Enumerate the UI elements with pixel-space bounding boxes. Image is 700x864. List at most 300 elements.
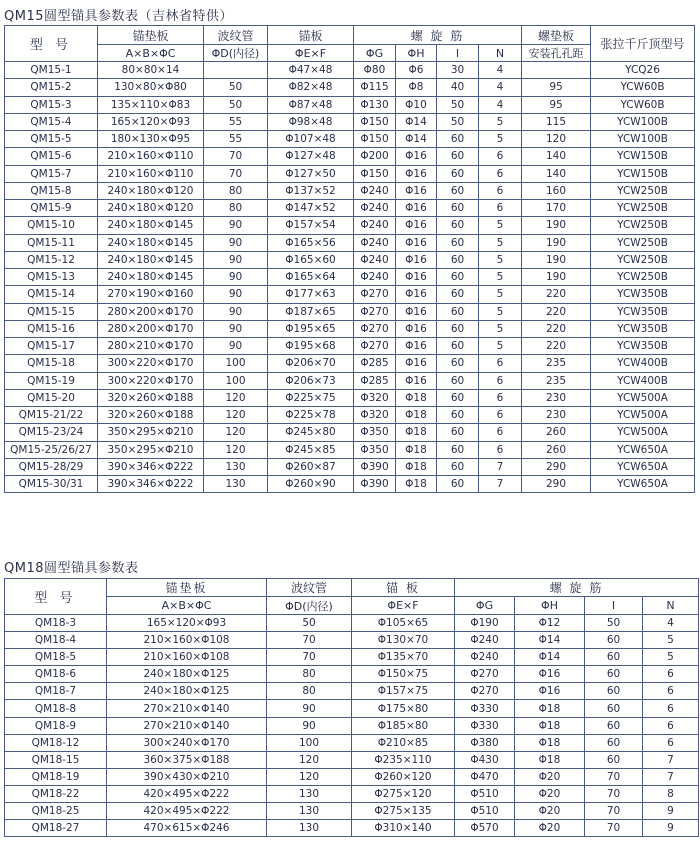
pad-dim-cell: 320×260×Φ188 — [98, 389, 204, 406]
n-cell: 4 — [479, 79, 522, 96]
i-cell: 50 — [585, 615, 643, 632]
model-cell: QM15-14 — [5, 286, 98, 303]
model-cell: QM18-8 — [5, 700, 107, 717]
model-cell: QM15-13 — [5, 269, 98, 286]
model-cell: QM15-30/31 — [5, 476, 98, 493]
i-cell: 40 — [437, 79, 479, 96]
jack-model-cell: YCW500A — [591, 389, 695, 406]
table-row — [5, 785, 699, 802]
g-cell: Φ390 — [354, 458, 396, 475]
n-cell: 5 — [643, 632, 699, 649]
jack-model-cell: YCW400B — [591, 355, 695, 372]
h-cell: Φ18 — [515, 717, 585, 734]
duct-cell: 130 — [204, 476, 268, 493]
model-cell: QM15-1 — [5, 62, 98, 79]
bolt-spacing-cell: 235 — [522, 355, 591, 372]
header-h: ΦH — [396, 45, 437, 62]
pad-dim-cell: 300×220×Φ170 — [98, 355, 204, 372]
header-model: 型 号 — [5, 26, 98, 62]
plate-dim-cell: Φ245×85 — [268, 441, 354, 458]
bolt-spacing-cell: 190 — [522, 251, 591, 268]
model-cell: QM15-7 — [5, 165, 98, 182]
bolt-spacing-cell: 160 — [522, 182, 591, 199]
table-row — [5, 441, 695, 458]
g-cell: Φ320 — [354, 389, 396, 406]
h-cell: Φ18 — [396, 458, 437, 475]
plate-dim-cell: Φ195×68 — [268, 338, 354, 355]
model-cell: QM18-27 — [5, 820, 107, 837]
i-cell: 60 — [437, 148, 479, 165]
plate-dim-cell: Φ127×50 — [268, 165, 354, 182]
g-cell: Φ380 — [455, 734, 515, 751]
table-row — [5, 615, 699, 632]
model-cell: QM15-23/24 — [5, 424, 98, 441]
jack-model-cell: YCW350B — [591, 303, 695, 320]
duct-cell: 50 — [204, 79, 268, 96]
i-cell: 60 — [437, 251, 479, 268]
i-cell: 60 — [585, 734, 643, 751]
g-cell: Φ200 — [354, 148, 396, 165]
h-cell: Φ18 — [396, 389, 437, 406]
jack-model-cell: YCW250B — [591, 251, 695, 268]
pad-dim-cell: 300×240×Φ170 — [107, 734, 267, 751]
i-cell: 60 — [437, 355, 479, 372]
duct-cell: 100 — [267, 734, 352, 751]
i-cell: 60 — [437, 200, 479, 217]
model-cell: QM15-9 — [5, 200, 98, 217]
header-plate: 锚 板 — [352, 579, 455, 597]
duct-cell: 130 — [267, 820, 352, 837]
pad-dim-cell: 80×80×14 — [98, 62, 204, 79]
n-cell: 6 — [643, 666, 699, 683]
pad-dim-cell: 320×260×Φ188 — [98, 407, 204, 424]
pad-dim-cell: 165×120×Φ93 — [98, 113, 204, 130]
model-cell: QM18-15 — [5, 751, 107, 768]
n-cell: 6 — [479, 424, 522, 441]
table-row — [5, 182, 695, 199]
table-row — [5, 217, 695, 234]
bolt-spacing-cell: 115 — [522, 113, 591, 130]
header-duct: 波纹管 — [267, 579, 352, 597]
model-cell: QM15-5 — [5, 131, 98, 148]
header-jack: 张拉千斤顶型号 — [591, 26, 695, 62]
n-cell: 4 — [479, 96, 522, 113]
header-i: I — [585, 597, 643, 615]
g-cell: Φ270 — [455, 666, 515, 683]
i-cell: 60 — [585, 649, 643, 666]
duct-cell: 120 — [267, 751, 352, 768]
plate-dim-cell: Φ107×48 — [268, 131, 354, 148]
pad-dim-cell: 270×210×Φ140 — [107, 700, 267, 717]
model-cell: QM18-4 — [5, 632, 107, 649]
table-row — [5, 269, 695, 286]
plate-dim-cell: Φ105×65 — [352, 615, 455, 632]
i-cell: 60 — [437, 320, 479, 337]
pad-dim-cell: 390×430×Φ210 — [107, 768, 267, 785]
duct-cell: 70 — [267, 649, 352, 666]
n-cell: 5 — [479, 286, 522, 303]
pad-dim-cell: 390×346×Φ222 — [98, 458, 204, 475]
duct-cell: 80 — [267, 666, 352, 683]
duct-cell: 120 — [204, 407, 268, 424]
pad-dim-cell: 240×180×Φ120 — [98, 200, 204, 217]
plate-dim-cell: Φ157×75 — [352, 683, 455, 700]
g-cell: Φ350 — [354, 424, 396, 441]
header-n: N — [643, 597, 699, 615]
duct-cell: 90 — [267, 700, 352, 717]
model-cell: QM15-3 — [5, 96, 98, 113]
g-cell: Φ270 — [354, 320, 396, 337]
i-cell: 60 — [437, 182, 479, 199]
table-row — [5, 251, 695, 268]
n-cell: 5 — [479, 320, 522, 337]
table-row — [5, 303, 695, 320]
duct-cell: 90 — [204, 217, 268, 234]
duct-cell: 120 — [204, 424, 268, 441]
duct-cell: 80 — [204, 200, 268, 217]
g-cell: Φ80 — [354, 62, 396, 79]
i-cell: 70 — [585, 785, 643, 802]
jack-model-cell: YCW150B — [591, 165, 695, 182]
h-cell: Φ16 — [396, 338, 437, 355]
model-cell: QM15-15 — [5, 303, 98, 320]
header-plate-sub: ΦE×F — [352, 597, 455, 615]
header-g: ΦG — [354, 45, 396, 62]
header-duct-sub: ΦD(内径) — [204, 45, 268, 62]
table-row — [5, 407, 695, 424]
table-row — [5, 803, 699, 820]
model-cell: QM18-5 — [5, 649, 107, 666]
plate-dim-cell: Φ206×70 — [268, 355, 354, 372]
h-cell: Φ16 — [396, 251, 437, 268]
h-cell: Φ20 — [515, 768, 585, 785]
pad-dim-cell: 240×180×Φ145 — [98, 269, 204, 286]
bolt-spacing-cell: 120 — [522, 131, 591, 148]
bolt-spacing-cell: 220 — [522, 320, 591, 337]
table-row — [5, 666, 699, 683]
duct-cell: 130 — [204, 458, 268, 475]
model-cell: QM15-16 — [5, 320, 98, 337]
n-cell: 5 — [479, 251, 522, 268]
i-cell: 60 — [585, 666, 643, 683]
g-cell: Φ270 — [354, 303, 396, 320]
jack-model-cell: YCW250B — [591, 217, 695, 234]
duct-cell: 100 — [204, 355, 268, 372]
h-cell: Φ14 — [515, 632, 585, 649]
table-row — [5, 768, 699, 785]
jack-model-cell: YCW100B — [591, 113, 695, 130]
table-row — [5, 649, 699, 666]
model-cell: QM18-22 — [5, 785, 107, 802]
table-row — [5, 113, 695, 130]
model-cell: QM15-4 — [5, 113, 98, 130]
h-cell: Φ8 — [396, 79, 437, 96]
h-cell: Φ20 — [515, 803, 585, 820]
g-cell: Φ150 — [354, 165, 396, 182]
h-cell: Φ14 — [396, 131, 437, 148]
model-cell: QM15-20 — [5, 389, 98, 406]
model-cell: QM18-12 — [5, 734, 107, 751]
g-cell: Φ570 — [455, 820, 515, 837]
model-cell: QM15-18 — [5, 355, 98, 372]
bolt-spacing-cell: 220 — [522, 303, 591, 320]
pad-dim-cell: 210×160×Φ110 — [98, 165, 204, 182]
n-cell: 6 — [479, 372, 522, 389]
pad-dim-cell: 300×220×Φ170 — [98, 372, 204, 389]
plate-dim-cell: Φ82×48 — [268, 79, 354, 96]
g-cell: Φ330 — [455, 717, 515, 734]
h-cell: Φ18 — [396, 407, 437, 424]
duct-cell: 90 — [267, 717, 352, 734]
n-cell: 6 — [479, 182, 522, 199]
bolt-spacing-cell: 95 — [522, 96, 591, 113]
i-cell: 70 — [585, 803, 643, 820]
duct-cell — [204, 62, 268, 79]
bolt-spacing-cell: 260 — [522, 441, 591, 458]
i-cell: 60 — [585, 717, 643, 734]
n-cell: 6 — [643, 717, 699, 734]
table-row — [5, 734, 699, 751]
table-row — [5, 424, 695, 441]
g-cell: Φ510 — [455, 785, 515, 802]
g-cell: Φ320 — [354, 407, 396, 424]
jack-model-cell: YCW350B — [591, 338, 695, 355]
g-cell: Φ150 — [354, 131, 396, 148]
table-row — [5, 96, 695, 113]
duct-cell: 70 — [204, 165, 268, 182]
pad-dim-cell: 420×495×Φ222 — [107, 803, 267, 820]
g-cell: Φ240 — [354, 182, 396, 199]
g-cell: Φ115 — [354, 79, 396, 96]
g-cell: Φ240 — [455, 649, 515, 666]
model-cell: QM18-9 — [5, 717, 107, 734]
header-model: 型 号 — [5, 579, 107, 615]
g-cell: Φ240 — [354, 251, 396, 268]
n-cell: 7 — [479, 458, 522, 475]
i-cell: 60 — [437, 131, 479, 148]
table-row — [5, 476, 695, 493]
i-cell: 60 — [437, 441, 479, 458]
h-cell: Φ16 — [396, 320, 437, 337]
jack-model-cell: YCW250B — [591, 269, 695, 286]
i-cell: 60 — [585, 683, 643, 700]
plate-dim-cell: Φ98×48 — [268, 113, 354, 130]
i-cell: 60 — [437, 407, 479, 424]
h-cell: Φ18 — [396, 476, 437, 493]
plate-dim-cell: Φ177×63 — [268, 286, 354, 303]
jack-model-cell: YCW400B — [591, 372, 695, 389]
h-cell: Φ16 — [396, 148, 437, 165]
plate-dim-cell: Φ135×70 — [352, 649, 455, 666]
bolt-spacing-cell: 230 — [522, 389, 591, 406]
pad-dim-cell: 210×160×Φ108 — [107, 649, 267, 666]
header-pad-sub: A×B×ΦC — [107, 597, 267, 615]
h-cell: Φ18 — [396, 441, 437, 458]
g-cell: Φ510 — [455, 803, 515, 820]
pad-dim-cell: 280×200×Φ170 — [98, 320, 204, 337]
h-cell: Φ16 — [396, 165, 437, 182]
table1-title: QM15圆型锚具参数表（吉林省特供） — [4, 9, 233, 24]
g-cell: Φ190 — [455, 615, 515, 632]
plate-dim-cell: Φ275×120 — [352, 785, 455, 802]
model-cell: QM15-21/22 — [5, 407, 98, 424]
table-row — [5, 820, 699, 837]
plate-dim-cell: Φ157×54 — [268, 217, 354, 234]
header-g: ΦG — [455, 597, 515, 615]
model-cell: QM15-6 — [5, 148, 98, 165]
h-cell: Φ16 — [515, 683, 585, 700]
n-cell: 9 — [643, 803, 699, 820]
g-cell: Φ470 — [455, 768, 515, 785]
i-cell: 50 — [437, 113, 479, 130]
duct-cell: 55 — [204, 131, 268, 148]
jack-model-cell: YCQ26 — [591, 62, 695, 79]
model-cell: QM15-19 — [5, 372, 98, 389]
table-row — [5, 338, 695, 355]
pad-dim-cell: 240×180×Φ145 — [98, 217, 204, 234]
n-cell: 9 — [643, 820, 699, 837]
h-cell: Φ16 — [396, 234, 437, 251]
n-cell: 5 — [479, 338, 522, 355]
header-bolt-sub: 安装孔孔距 — [522, 45, 591, 62]
qm15-parameter-table — [4, 25, 695, 493]
g-cell: Φ390 — [354, 476, 396, 493]
n-cell: 6 — [643, 700, 699, 717]
header-duct-sub: ΦD(内径) — [267, 597, 352, 615]
model-cell: QM15-8 — [5, 182, 98, 199]
n-cell: 5 — [479, 113, 522, 130]
plate-dim-cell: Φ137×52 — [268, 182, 354, 199]
pad-dim-cell: 240×180×Φ125 — [107, 683, 267, 700]
table-row — [5, 751, 699, 768]
jack-model-cell: YCW350B — [591, 286, 695, 303]
duct-cell: 50 — [267, 615, 352, 632]
i-cell: 60 — [437, 234, 479, 251]
pad-dim-cell: 360×375×Φ188 — [107, 751, 267, 768]
n-cell: 4 — [643, 615, 699, 632]
h-cell: Φ20 — [515, 785, 585, 802]
i-cell: 60 — [437, 424, 479, 441]
pad-dim-cell: 180×130×Φ95 — [98, 131, 204, 148]
h-cell: Φ16 — [396, 200, 437, 217]
table2-title: QM18圆型锚具参数表 — [4, 561, 139, 576]
header-pad: 锚垫板 — [107, 579, 267, 597]
table-row — [5, 683, 699, 700]
table-row — [5, 79, 695, 96]
plate-dim-cell: Φ165×56 — [268, 234, 354, 251]
model-cell: QM18-25 — [5, 803, 107, 820]
n-cell: 5 — [479, 234, 522, 251]
n-cell: 8 — [643, 785, 699, 802]
h-cell: Φ16 — [515, 666, 585, 683]
n-cell: 5 — [479, 269, 522, 286]
header-h: ΦH — [515, 597, 585, 615]
header-i: I — [437, 45, 479, 62]
duct-cell: 90 — [204, 320, 268, 337]
model-cell: QM15-10 — [5, 217, 98, 234]
h-cell: Φ16 — [396, 269, 437, 286]
h-cell: Φ16 — [396, 355, 437, 372]
jack-model-cell: YCW500A — [591, 407, 695, 424]
h-cell: Φ18 — [515, 734, 585, 751]
table-row — [5, 320, 695, 337]
table-row — [5, 389, 695, 406]
table-row — [5, 234, 695, 251]
plate-dim-cell: Φ260×90 — [268, 476, 354, 493]
header-spiral: 螺 旋 筋 — [455, 579, 699, 597]
table-row — [5, 131, 695, 148]
pad-dim-cell: 165×120×Φ93 — [107, 615, 267, 632]
plate-dim-cell: Φ187×65 — [268, 303, 354, 320]
plate-dim-cell: Φ127×48 — [268, 148, 354, 165]
g-cell: Φ240 — [354, 200, 396, 217]
h-cell: Φ14 — [396, 113, 437, 130]
model-cell: QM18-7 — [5, 683, 107, 700]
jack-model-cell: YCW650A — [591, 476, 695, 493]
pad-dim-cell: 350×295×Φ210 — [98, 424, 204, 441]
header-plate: 锚板 — [268, 26, 354, 45]
i-cell: 70 — [585, 820, 643, 837]
h-cell: Φ16 — [396, 303, 437, 320]
n-cell: 4 — [479, 62, 522, 79]
header-bolt: 螺垫板 — [522, 26, 591, 45]
h-cell: Φ16 — [396, 372, 437, 389]
n-cell: 5 — [479, 303, 522, 320]
plate-dim-cell: Φ47×48 — [268, 62, 354, 79]
table-row — [5, 165, 695, 182]
h-cell: Φ16 — [396, 217, 437, 234]
pad-dim-cell: 130×80×Φ80 — [98, 79, 204, 96]
pad-dim-cell: 280×200×Φ170 — [98, 303, 204, 320]
g-cell: Φ270 — [354, 286, 396, 303]
table-row — [5, 355, 695, 372]
bolt-spacing-cell: 290 — [522, 476, 591, 493]
duct-cell: 120 — [267, 768, 352, 785]
i-cell: 60 — [437, 476, 479, 493]
bolt-spacing-cell: 260 — [522, 424, 591, 441]
g-cell: Φ330 — [455, 700, 515, 717]
duct-cell: 80 — [204, 182, 268, 199]
g-cell: Φ430 — [455, 751, 515, 768]
plate-dim-cell: Φ245×80 — [268, 424, 354, 441]
g-cell: Φ150 — [354, 113, 396, 130]
bolt-spacing-cell: 140 — [522, 165, 591, 182]
plate-dim-cell: Φ195×65 — [268, 320, 354, 337]
h-cell: Φ16 — [396, 182, 437, 199]
bolt-spacing-cell: 170 — [522, 200, 591, 217]
i-cell: 60 — [437, 338, 479, 355]
table-row — [5, 286, 695, 303]
model-cell: QM15-25/26/27 — [5, 441, 98, 458]
jack-model-cell: YCW350B — [591, 320, 695, 337]
duct-cell: 100 — [204, 372, 268, 389]
duct-cell: 55 — [204, 113, 268, 130]
n-cell: 7 — [479, 476, 522, 493]
g-cell: Φ240 — [354, 234, 396, 251]
bolt-spacing-cell: 235 — [522, 372, 591, 389]
n-cell: 7 — [643, 751, 699, 768]
i-cell: 60 — [437, 303, 479, 320]
pad-dim-cell: 270×190×Φ160 — [98, 286, 204, 303]
jack-model-cell: YCW500A — [591, 424, 695, 441]
i-cell: 60 — [585, 632, 643, 649]
g-cell: Φ350 — [354, 441, 396, 458]
i-cell: 50 — [437, 96, 479, 113]
plate-dim-cell: Φ210×85 — [352, 734, 455, 751]
table-row — [5, 632, 699, 649]
duct-cell: 70 — [204, 148, 268, 165]
bolt-spacing-cell — [522, 62, 591, 79]
